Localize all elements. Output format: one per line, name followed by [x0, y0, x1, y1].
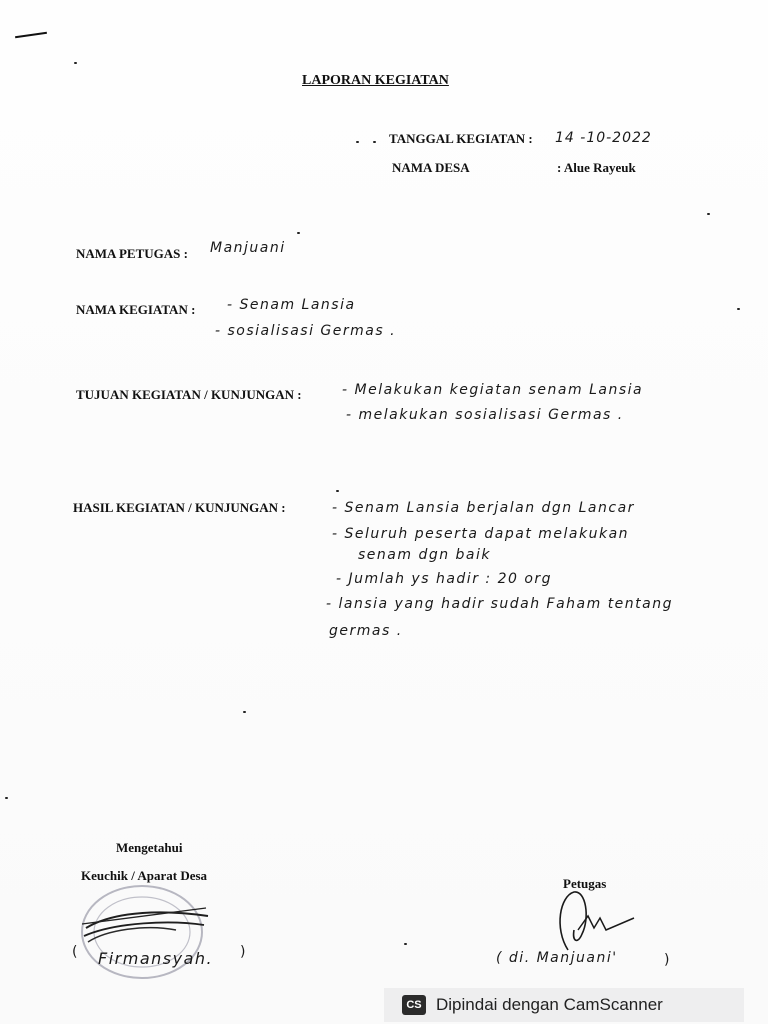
scan-speck — [373, 141, 376, 143]
hasil-line: - Senam Lansia berjalan dgn Lancar — [332, 500, 635, 516]
scan-speck — [5, 797, 8, 799]
camscanner-logo-icon: CS — [402, 995, 426, 1015]
mengetahui-label: Mengetahui — [116, 840, 183, 855]
tujuan-line: - melakukan sosialisasi Germas . — [346, 407, 624, 423]
scan-speck — [297, 232, 300, 234]
keuchik-name: Firmansyah. — [98, 949, 214, 968]
scan-speck — [707, 213, 710, 215]
close-paren-left: ) — [240, 944, 247, 960]
hasil-label: HASIL KEGIATAN / KUNJUNGAN : — [73, 500, 286, 515]
close-paren-right: ) — [664, 952, 671, 968]
kegiatan-line: - sosialisasi Germas . — [215, 323, 397, 339]
hasil-line: senam dgn baik — [358, 547, 492, 563]
pen-mark — [15, 32, 47, 38]
petugas-name-line: ( di. Manjuani' — [496, 950, 618, 966]
hasil-line: - Seluruh peserta dapat melakukan — [332, 526, 630, 542]
camscanner-text: Dipindai dengan CamScanner — [436, 995, 663, 1014]
scan-speck — [74, 62, 77, 64]
petugas-signature — [548, 888, 638, 958]
scan-speck — [737, 308, 740, 310]
petugas-label: NAMA PETUGAS : — [76, 246, 188, 261]
document-title: LAPORAN KEGIATAN — [302, 73, 449, 88]
hasil-line: germas . — [329, 623, 403, 639]
desa-label: NAMA DESA — [392, 160, 470, 175]
open-paren-left: ( — [72, 944, 79, 960]
scan-speck — [404, 943, 407, 945]
hasil-line: - lansia yang hadir sudah Faham tentang — [326, 596, 673, 612]
camscanner-watermark — [384, 988, 744, 1022]
scan-speck — [356, 141, 359, 143]
kegiatan-label: NAMA KEGIATAN : — [76, 302, 196, 317]
hasil-line: - Jumlah ys hadir : 20 org — [336, 571, 553, 587]
desa-value: : Alue Rayeuk — [557, 160, 636, 175]
tanggal-value: 14 -10-2022 — [555, 130, 652, 146]
keuchik-label: Keuchik / Aparat Desa — [81, 868, 208, 883]
scan-speck — [243, 711, 246, 713]
tujuan-line: - Melakukan kegiatan senam Lansia — [342, 382, 644, 398]
petugas-footer-label: Petugas — [563, 876, 607, 891]
kegiatan-line: - Senam Lansia — [227, 297, 356, 313]
petugas-value: Manjuani — [210, 240, 286, 256]
scan-speck — [336, 490, 339, 492]
tanggal-label: TANGGAL KEGIATAN : — [389, 131, 533, 146]
tujuan-label: TUJUAN KEGIATAN / KUNJUNGAN : — [76, 387, 302, 402]
